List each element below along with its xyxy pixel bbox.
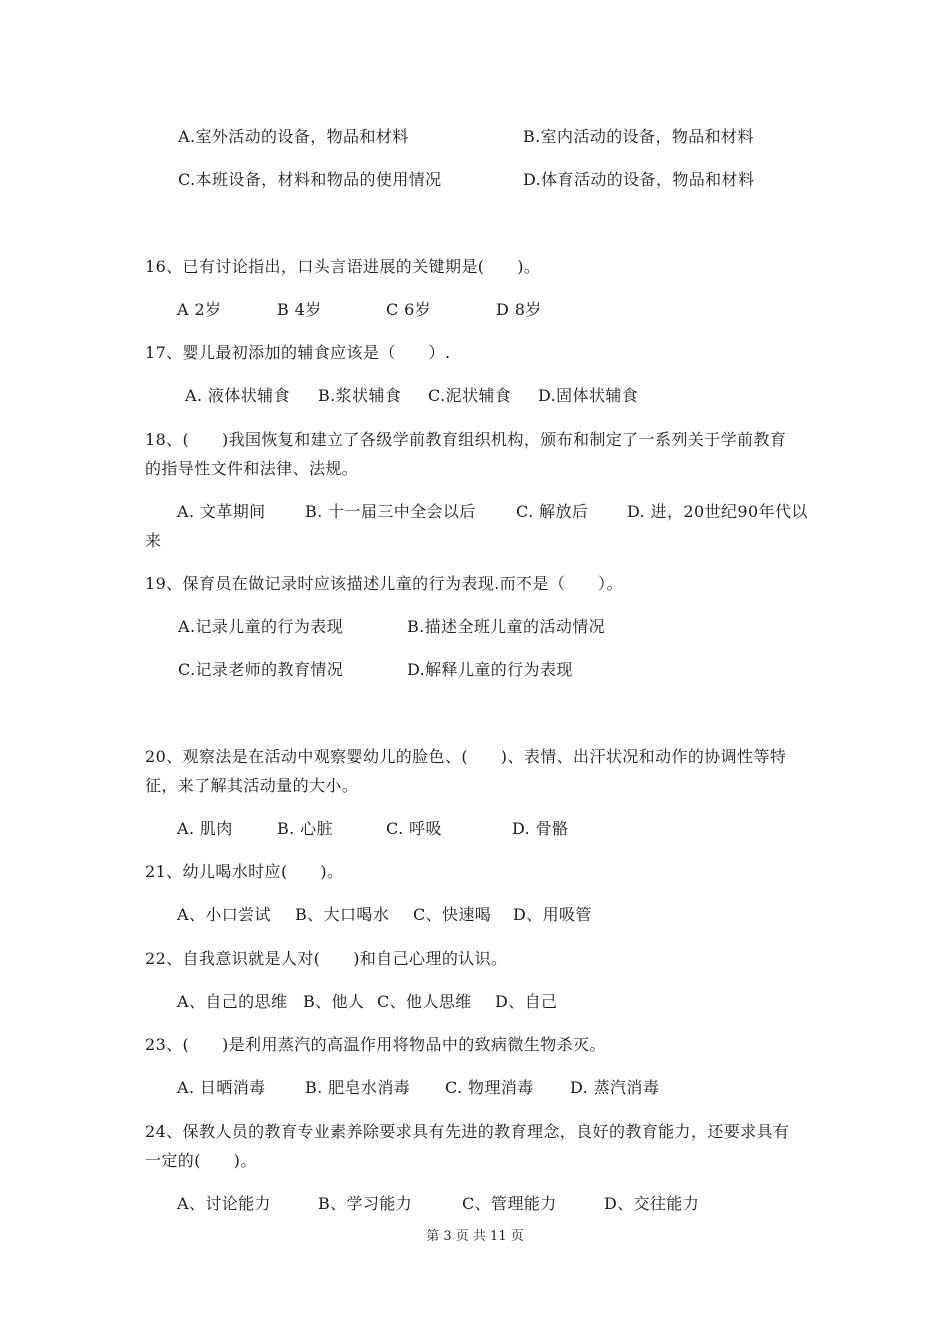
q22-option-a: A、自己的思维 bbox=[177, 992, 288, 1011]
q20-option-a: A. 肌肉 bbox=[177, 819, 233, 838]
q15-option-c: C.本班设备，材料和物品的使用情况 bbox=[178, 170, 442, 189]
q20-option-c: C. 呼吸 bbox=[386, 819, 442, 838]
q17-option-a: A. 液体状辅食 bbox=[185, 386, 290, 405]
q20-stem-line2: 征，来了解其活动量的大小。 bbox=[145, 776, 359, 795]
q23-option-d: D. 蒸汽消毒 bbox=[570, 1078, 660, 1097]
q19-option-b: B.描述全班儿童的活动情况 bbox=[407, 617, 606, 636]
q24-stem-line1: 24、保教人员的教育专业素养除要求具有先进的教育理念，良好的教育能力，还要求具有 bbox=[145, 1122, 790, 1141]
q21-option-a: A、小口尝试 bbox=[177, 905, 271, 924]
q16-option-a: A 2岁 bbox=[177, 300, 222, 319]
q15-option-d: D.体育活动的设备，物品和材料 bbox=[523, 170, 755, 189]
q24-stem-line2: 一定的( )。 bbox=[145, 1151, 257, 1170]
q16-option-c: C 6岁 bbox=[386, 300, 432, 319]
q21-option-d: D、用吸管 bbox=[513, 905, 592, 924]
q17-stem: 17、婴儿最初添加的辅食应该是（ ）. bbox=[145, 343, 451, 362]
q18-stem-line1: 18、( )我国恢复和建立了各级学前教育组织机构，颁布和制定了一系列关于学前教育 bbox=[145, 430, 787, 449]
q20-option-b: B. 心脏 bbox=[277, 819, 333, 838]
q15-option-b: B.室内活动的设备，物品和材料 bbox=[523, 127, 754, 146]
q23-stem: 23、( )是利用蒸汽的高温作用将物品中的致病微生物杀灭。 bbox=[145, 1035, 606, 1054]
q22-option-b: B、他人 bbox=[303, 992, 365, 1011]
q21-stem: 21、幼儿喝水时应( )。 bbox=[145, 862, 344, 881]
q24-option-b: B、学习能力 bbox=[318, 1194, 413, 1213]
q17-option-d: D.固体状辅食 bbox=[538, 386, 639, 405]
q21-option-c: C、快速喝 bbox=[413, 905, 492, 924]
q19-stem: 19、保育员在做记录时应该描述儿童的行为表现.而不是（ ）。 bbox=[145, 574, 623, 593]
q20-option-d: D. 骨骼 bbox=[512, 819, 569, 838]
q19-option-c: C.记录老师的教育情况 bbox=[178, 660, 344, 679]
q22-stem: 22、自我意识就是人对( )和自己心理的认识。 bbox=[145, 949, 508, 968]
q19-option-d: D.解释儿童的行为表现 bbox=[407, 660, 573, 679]
q24-option-d: D、交往能力 bbox=[604, 1194, 700, 1213]
q24-option-a: A、讨论能力 bbox=[177, 1194, 271, 1213]
q17-option-b: B.浆状辅食 bbox=[318, 386, 402, 405]
q23-option-a: A. 日晒消毒 bbox=[177, 1078, 266, 1097]
q22-option-d: D、自己 bbox=[495, 992, 558, 1011]
q24-option-c: C、管理能力 bbox=[462, 1194, 557, 1213]
q16-option-d: D 8岁 bbox=[496, 300, 542, 319]
q17-option-c: C.泥状辅食 bbox=[428, 386, 512, 405]
q21-option-b: B、大口喝水 bbox=[295, 905, 390, 924]
q19-option-a: A.记录儿童的行为表现 bbox=[178, 617, 344, 636]
q15-option-a: A.室外活动的设备，物品和材料 bbox=[178, 127, 409, 146]
page-number-footer: 第 3 页 共 11 页 bbox=[426, 1229, 524, 1244]
q18-option-b: B. 十一届三中全会以后 bbox=[305, 502, 476, 521]
q18-stem-line2: 的指导性文件和法律、法规。 bbox=[145, 459, 359, 478]
q18-option-d: D. 进，20世纪90年代以 bbox=[627, 502, 808, 521]
q18-option-a: A. 文革期间 bbox=[177, 502, 266, 521]
q22-option-c: C、他人思维 bbox=[377, 992, 472, 1011]
q16-option-b: B 4岁 bbox=[277, 300, 322, 319]
q18-option-d-continued: 来 bbox=[145, 531, 162, 550]
q18-option-c: C. 解放后 bbox=[516, 502, 589, 521]
q16-stem: 16、已有讨论指出，口头言语进展的关键期是( )。 bbox=[145, 257, 541, 276]
q23-option-c: C. 物理消毒 bbox=[445, 1078, 534, 1097]
q20-stem-line1: 20、观察法是在活动中观察婴幼儿的脸色、( )、表情、出汗状况和动作的协调性等特 bbox=[145, 747, 787, 766]
q23-option-b: B. 肥皂水消毒 bbox=[305, 1078, 411, 1097]
